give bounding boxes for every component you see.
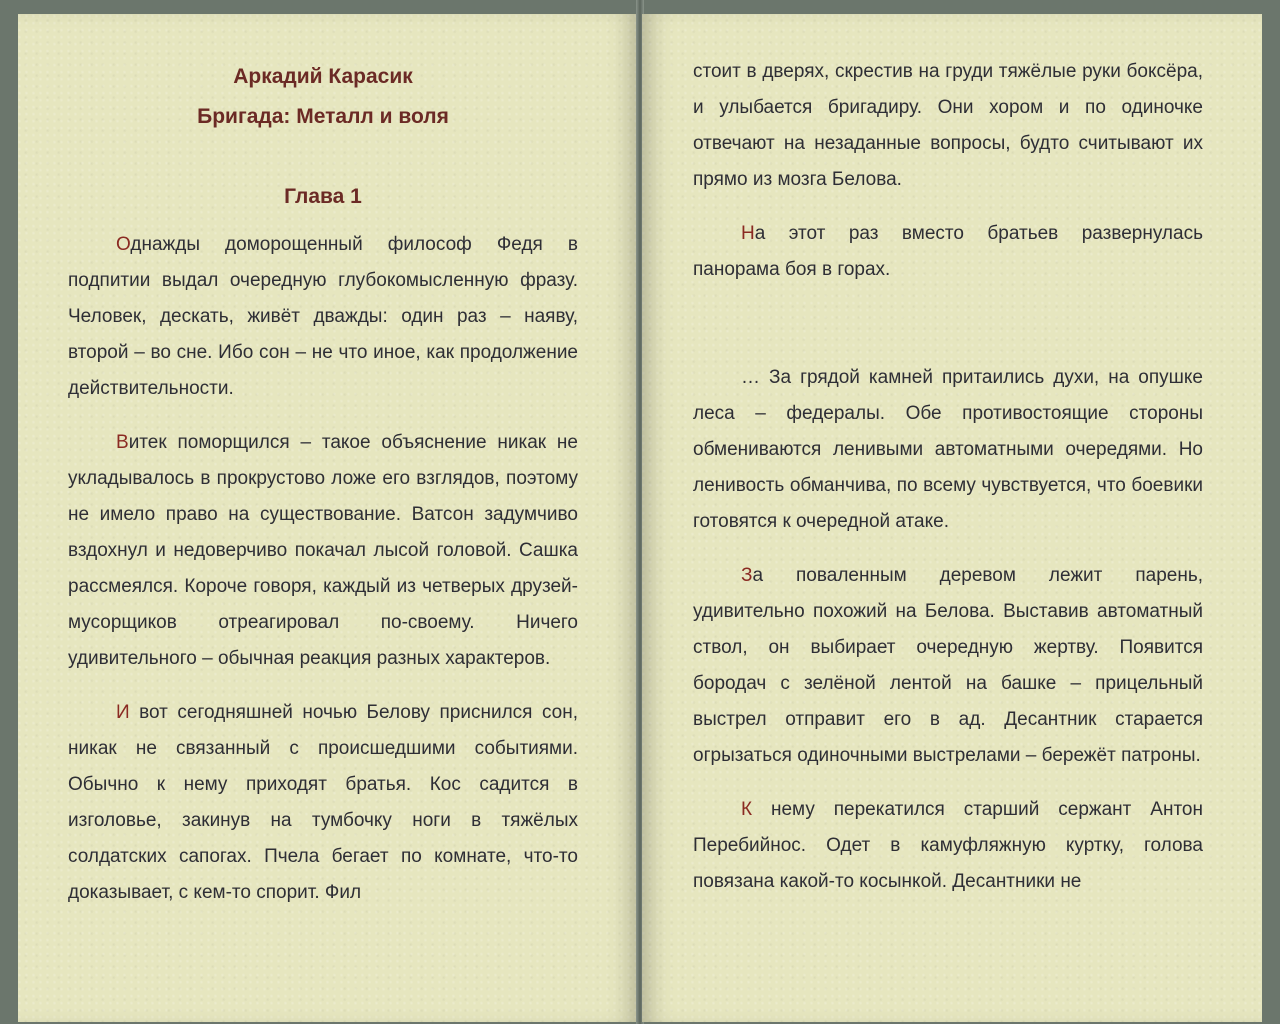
paragraph [68,227,578,407]
book-author: Аркадий Карасик [233,65,413,88]
initial-letter: В [116,432,129,453]
paragraph [68,425,578,677]
right-page-text [693,54,1203,918]
left-page-text [68,54,578,929]
initial-letter: К [741,799,753,820]
section-break [693,306,1203,360]
initial-letter: О [116,234,131,255]
chapter-heading: Глава 1 [284,185,362,208]
initial-letter: И [116,702,130,723]
left-page[interactable] [18,14,638,1022]
paragraph-text: а поваленным деревом лежит парень, удивительно похожий на Белова. Выставив автоматный ствол, он выбирает очередную жертву. Появится бородач с зелёной лентой на башке – прицельный выстрел отправит его в ад. Десантник старается огрызаться одиночными выстрелами – бережёт патроны. [693,565,1203,766]
book-title: Бригада: Металл и воля [197,105,449,128]
initial-letter: Н [741,223,755,244]
paragraph [68,695,578,911]
paragraph [693,558,1203,774]
paragraph: … За грядой камней притаились духи, на опушке леса – федералы. Обе противостоящие стороны обмениваются ленивыми автоматными очередями. Но ленивость обманчива, по всему чувствуется, что боевики готовятся к очередной атаке. [693,367,1203,532]
paragraph-text: днажды доморощенный философ Федя в подпитии выдал очередную глубокомысленную фразу. Человек, дескать, живёт дважды: один раз – наяву, второй – во сне. Ибо сон – не что иное, как продолжение действительности. [68,234,578,399]
paragraph-text: а этот раз вместо братьев развернулась панорама боя в горах. [693,223,1203,280]
paragraph [693,216,1203,288]
initial-letter: З [741,565,753,586]
paragraph [693,792,1203,900]
right-page[interactable] [642,14,1262,1022]
paragraph-text: вот сегодняшней ночью Белову приснился сон, никак не связанный с происшедшими событиями. Обычно к нему приходят братья. Кос садится в изголовье, закинув на тумбочку ноги в тяжёлых солдатских сапогах. Пчела бегает по комнате, что-то доказывает, с кем-то спорит. Фил [68,702,578,903]
paragraph-text: итек поморщился – такое объяснение никак не укладывалось в прокрустово ложе его взглядов, поэтому не имело право на существование. Ватсон задумчиво вздохнул и недоверчиво покачал лысой головой. Сашка рассмеялся. Короче говоря, каждый из четверых друзей-мусорщиков отреагировал по-своему. Ничего удивительного – обычная реакция разных характеров. [68,432,578,669]
paragraph-continuation: стоит в дверях, скрестив на груди тяжёлые руки боксёра, и улыбается бригадиру. Они хором и по одиночке отвечают на незаданные вопросы, будто считывают их прямо из мозга Белова. [693,61,1203,190]
paragraph-text: нему перекатился старший сержант Антон Перебийнос. Одет в камуфляжную куртку, голова повязана какой-то косынкой. Десантники не [693,799,1203,892]
